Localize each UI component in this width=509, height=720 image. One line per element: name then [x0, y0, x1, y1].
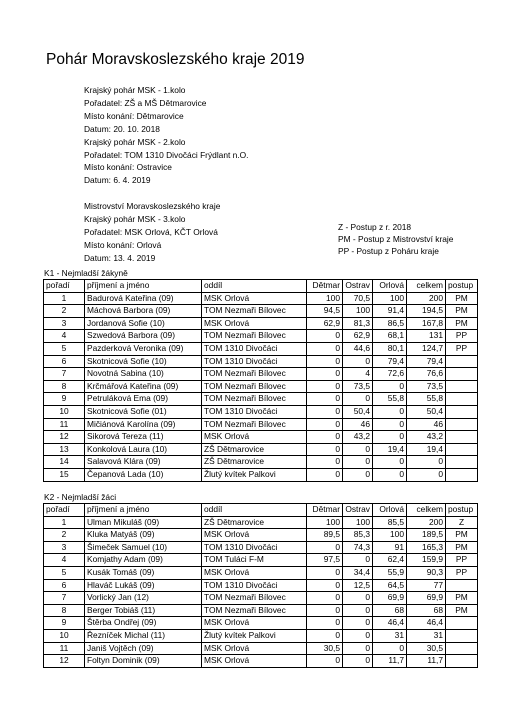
cell-club: Žlutý kvítek Palkovi — [202, 468, 307, 481]
cell-advance: PP — [446, 566, 478, 579]
cell-ostrav: 12,5 — [343, 579, 373, 592]
cell-detmar: 0 — [307, 342, 343, 355]
cell-rank: 2 — [44, 529, 85, 542]
results-table — [43, 503, 478, 668]
cell-detmar: 0 — [307, 393, 343, 406]
table-header-row — [44, 280, 478, 293]
cell-total: 43,2 — [407, 431, 446, 444]
cell-club: MSK Orlová — [202, 566, 307, 579]
cell-orlova: 68,1 — [373, 330, 407, 343]
cell-ostrav: 34,4 — [343, 566, 373, 579]
cell-rank: 10 — [44, 629, 85, 642]
cell-club: TOM 1310 Divočáci — [202, 342, 307, 355]
cell-name: Kluka Matyáš (09) — [85, 529, 202, 542]
cell-orlova: 0 — [373, 431, 407, 444]
cell-orlova: 62,4 — [373, 554, 407, 567]
info-line: Místo konání: Orlová — [84, 239, 162, 250]
cell-detmar: 0 — [307, 431, 343, 444]
info-line: Krajský pohár MSK - 1.kolo — [84, 85, 186, 95]
cell-orlova: 91,4 — [373, 305, 407, 318]
table-row — [44, 655, 478, 668]
cell-total: 76,6 — [407, 368, 446, 381]
cell-ostrav: 62,9 — [343, 330, 373, 343]
info-line: Datum: 20. 10. 2018 — [84, 123, 160, 134]
cell-club: MSK Orlová — [202, 642, 307, 655]
cell-club: TOM Nezmaři Bílovec — [202, 368, 307, 381]
cell-detmar: 0 — [307, 617, 343, 630]
cell-name: Skotnicová Sofie (01) — [85, 405, 202, 418]
cell-rank: 11 — [44, 418, 85, 431]
info-line: Místo konání: Ostravice — [84, 162, 172, 173]
cell-rank: 8 — [44, 380, 85, 393]
cell-rank: 12 — [44, 431, 85, 444]
cell-total: 90,3 — [407, 566, 446, 579]
cell-club: ZŠ Dětmarovice — [202, 516, 307, 529]
legend-item: PM - Postup z Mistrovství kraje — [338, 234, 454, 244]
cell-orlova: 55,8 — [373, 393, 407, 406]
cell-rank: 11 — [44, 642, 85, 655]
column-header-name: příjmení a jméno — [85, 280, 202, 293]
cell-club: TOM 1310 Divočáci — [202, 405, 307, 418]
cell-total: 46,4 — [407, 617, 446, 630]
table-row — [44, 368, 478, 381]
cell-orlova: 79,4 — [373, 355, 407, 368]
cell-advance — [446, 380, 478, 393]
cell-name: Janiš Vojtěch (09) — [85, 642, 202, 655]
cell-total: 167,8 — [407, 317, 446, 330]
cell-ostrav: 43,2 — [343, 431, 373, 444]
column-header-rank: pořadí — [44, 504, 85, 517]
cell-advance — [446, 629, 478, 642]
cell-club: TOM Nezmaři Bílovec — [202, 592, 307, 605]
cell-rank: 14 — [44, 456, 85, 469]
table-row — [44, 541, 478, 554]
cell-club: TOM Nezmaři Bílovec — [202, 393, 307, 406]
cell-rank: 5 — [44, 342, 85, 355]
cell-advance — [446, 443, 478, 456]
cell-orlova: 91 — [373, 541, 407, 554]
cell-orlova: 68 — [373, 604, 407, 617]
cell-club: MSK Orlová — [202, 431, 307, 444]
cell-rank: 15 — [44, 468, 85, 481]
cell-advance: PP — [446, 330, 478, 343]
cell-total: 50,4 — [407, 405, 446, 418]
cell-ostrav: 100 — [343, 305, 373, 318]
cell-advance — [446, 355, 478, 368]
cell-advance: PM — [446, 604, 478, 617]
cell-orlova: 0 — [373, 418, 407, 431]
cell-rank: 5 — [44, 566, 85, 579]
cell-detmar: 0 — [307, 380, 343, 393]
category-heading: K1 - Nejmladší žákyně — [44, 268, 128, 278]
cell-name: Máchová Barbora (09) — [85, 305, 202, 318]
legend-item: Z - Postup z r. 2018 — [338, 222, 412, 232]
cell-rank: 2 — [44, 305, 85, 318]
cell-orlova: 100 — [373, 292, 407, 305]
cell-advance: PP — [446, 342, 478, 355]
cell-club: TOM 1310 Divočáci — [202, 579, 307, 592]
cell-orlova: 69,9 — [373, 592, 407, 605]
info-line: Krajský pohár MSK - 3.kolo — [84, 214, 186, 225]
cell-advance — [446, 393, 478, 406]
info-line — [84, 187, 248, 200]
cell-detmar: 0 — [307, 566, 343, 579]
cell-orlova: 11,7 — [373, 655, 407, 668]
cell-rank: 6 — [44, 355, 85, 368]
cell-club: ZŠ Dětmarovice — [202, 456, 307, 469]
info-line: Krajský pohár MSK - 2.kolo — [84, 136, 186, 147]
table-row — [44, 529, 478, 542]
cell-ostrav: 0 — [343, 456, 373, 469]
cell-name: Konkolová Laura (10) — [85, 443, 202, 456]
cell-name: Šimeček Samuel (10) — [85, 541, 202, 554]
cell-name: Pazderková Veronika (09) — [85, 342, 202, 355]
table-row — [44, 516, 478, 529]
table-row — [44, 554, 478, 567]
cell-name: Řezníček Michal (11) — [85, 629, 202, 642]
table-row — [44, 292, 478, 305]
cell-club: TOM Nezmaři Bílovec — [202, 380, 307, 393]
cell-advance — [446, 579, 478, 592]
cell-rank: 12 — [44, 655, 85, 668]
cell-total: 77 — [407, 579, 446, 592]
cell-ostrav: 0 — [343, 629, 373, 642]
cell-name: Čepanová Lada (10) — [85, 468, 202, 481]
cell-rank: 4 — [44, 330, 85, 343]
cell-club: MSK Orlová — [202, 317, 307, 330]
advancement-legend — [338, 221, 453, 257]
cell-rank: 1 — [44, 516, 85, 529]
cell-total: 194,5 — [407, 305, 446, 318]
cell-detmar: 0 — [307, 655, 343, 668]
cell-name: Salavová Klára (09) — [85, 456, 202, 469]
results-table — [43, 279, 478, 482]
competition-info — [84, 84, 248, 265]
cell-total: 200 — [407, 292, 446, 305]
cell-ostrav: 0 — [343, 617, 373, 630]
cell-total: 69,9 — [407, 592, 446, 605]
column-header-club: oddíl — [202, 504, 307, 517]
cell-orlova: 0 — [373, 380, 407, 393]
cell-ostrav: 74,3 — [343, 541, 373, 554]
table-row — [44, 579, 478, 592]
cell-rank: 6 — [44, 579, 85, 592]
cell-rank: 4 — [44, 554, 85, 567]
cell-name: Krčmářová Kateřina (09) — [85, 380, 202, 393]
cell-ostrav: 85,3 — [343, 529, 373, 542]
table-row — [44, 592, 478, 605]
cell-advance: PM — [446, 592, 478, 605]
column-header-detmar: Dětmar — [307, 504, 343, 517]
cell-ostrav: 0 — [343, 642, 373, 655]
cell-detmar: 0 — [307, 355, 343, 368]
cell-advance: PM — [446, 305, 478, 318]
cell-ostrav: 100 — [343, 516, 373, 529]
cell-orlova: 64,5 — [373, 579, 407, 592]
table-row — [44, 456, 478, 469]
cell-rank: 7 — [44, 592, 85, 605]
cell-total: 200 — [407, 516, 446, 529]
cell-advance — [446, 655, 478, 668]
cell-advance: PM — [446, 529, 478, 542]
column-header-advance: postup — [446, 504, 478, 517]
cell-ostrav: 0 — [343, 443, 373, 456]
table-row — [44, 342, 478, 355]
cell-orlova: 0 — [373, 456, 407, 469]
cell-club: TOM Nezmaři Bílovec — [202, 604, 307, 617]
cell-total: 11,7 — [407, 655, 446, 668]
cell-orlova: 85,5 — [373, 516, 407, 529]
column-header-advance: postup — [446, 280, 478, 293]
cell-name: Foltyn Dominik (09) — [85, 655, 202, 668]
cell-name: Skotnicová Sofie (10) — [85, 355, 202, 368]
cell-detmar: 0 — [307, 592, 343, 605]
table-row — [44, 431, 478, 444]
cell-detmar: 0 — [307, 330, 343, 343]
cell-orlova: 80,1 — [373, 342, 407, 355]
cell-detmar: 0 — [307, 579, 343, 592]
info-line: Pořadatel: MSK Orlová, KČT Orlová — [84, 226, 218, 237]
cell-detmar: 0 — [307, 604, 343, 617]
cell-rank: 1 — [44, 292, 85, 305]
cell-club: ZŠ Dětmarovice — [202, 443, 307, 456]
cell-total: 73,5 — [407, 380, 446, 393]
cell-advance: PP — [446, 554, 478, 567]
cell-name: Komjathy Adam (09) — [85, 554, 202, 567]
page-title: Pohár Moravskoslezského kraje 2019 — [46, 51, 305, 68]
cell-detmar: 0 — [307, 541, 343, 554]
column-header-orlova: Orlová — [373, 504, 407, 517]
cell-detmar: 100 — [307, 516, 343, 529]
cell-detmar: 0 — [307, 456, 343, 469]
cell-club: TOM 1310 Divočáci — [202, 355, 307, 368]
cell-ostrav: 0 — [343, 355, 373, 368]
cell-advance — [446, 418, 478, 431]
cell-club: TOM Tuláci F-M — [202, 554, 307, 567]
cell-name: Berger Tobiáš (11) — [85, 604, 202, 617]
cell-rank: 10 — [44, 405, 85, 418]
table-row — [44, 642, 478, 655]
cell-detmar: 94,5 — [307, 305, 343, 318]
cell-ostrav: 0 — [343, 655, 373, 668]
table-row — [44, 629, 478, 642]
column-header-total: celkem — [407, 280, 446, 293]
cell-name: Novotná Sabina (10) — [85, 368, 202, 381]
cell-orlova: 19,4 — [373, 443, 407, 456]
cell-name: Vorlický Jan (12) — [85, 592, 202, 605]
cell-detmar: 0 — [307, 629, 343, 642]
cell-ostrav: 81,3 — [343, 317, 373, 330]
cell-name: Mičiánová Karolína (09) — [85, 418, 202, 431]
table-row — [44, 604, 478, 617]
cell-total: 19,4 — [407, 443, 446, 456]
cell-orlova: 72,6 — [373, 368, 407, 381]
cell-ostrav: 70,5 — [343, 292, 373, 305]
cell-advance — [446, 617, 478, 630]
cell-rank: 3 — [44, 317, 85, 330]
table-row — [44, 566, 478, 579]
cell-detmar: 62,9 — [307, 317, 343, 330]
cell-club: TOM Nezmaři Bílovec — [202, 330, 307, 343]
cell-orlova: 0 — [373, 642, 407, 655]
cell-detmar: 0 — [307, 405, 343, 418]
cell-ostrav: 50,4 — [343, 405, 373, 418]
cell-rank: 9 — [44, 617, 85, 630]
cell-advance: PM — [446, 292, 478, 305]
cell-name: Szwedová Barbora (09) — [85, 330, 202, 343]
table-row — [44, 305, 478, 318]
cell-total: 68 — [407, 604, 446, 617]
cell-name: Petruláková Ema (09) — [85, 393, 202, 406]
cell-advance: Z — [446, 516, 478, 529]
table-row — [44, 355, 478, 368]
column-header-detmar: Dětmar — [307, 280, 343, 293]
cell-rank: 8 — [44, 604, 85, 617]
cell-ostrav: 46 — [343, 418, 373, 431]
cell-club: MSK Orlová — [202, 655, 307, 668]
cell-detmar: 100 — [307, 292, 343, 305]
table-row — [44, 330, 478, 343]
column-header-rank: pořadí — [44, 280, 85, 293]
info-line: Mistrovství Moravskoslezského kraje — [84, 201, 221, 212]
cell-name: Jordanová Sofie (10) — [85, 317, 202, 330]
cell-total: 165,3 — [407, 541, 446, 554]
column-header-total: celkem — [407, 504, 446, 517]
cell-rank: 7 — [44, 368, 85, 381]
cell-ostrav: 73,5 — [343, 380, 373, 393]
cell-total: 55,8 — [407, 393, 446, 406]
cell-club: MSK Orlová — [202, 292, 307, 305]
cell-orlova: 46,4 — [373, 617, 407, 630]
cell-club: TOM Nezmaři Bílovec — [202, 418, 307, 431]
cell-advance — [446, 456, 478, 469]
cell-total: 30,5 — [407, 642, 446, 655]
cell-orlova: 0 — [373, 405, 407, 418]
cell-ostrav: 0 — [343, 393, 373, 406]
cell-advance — [446, 431, 478, 444]
cell-detmar: 97,5 — [307, 554, 343, 567]
table-row — [44, 393, 478, 406]
cell-detmar: 89,5 — [307, 529, 343, 542]
cell-orlova: 31 — [373, 629, 407, 642]
cell-name: Ulman Mikuláš (09) — [85, 516, 202, 529]
table-row — [44, 418, 478, 431]
table-row — [44, 443, 478, 456]
info-line: Pořadatel: TOM 1310 Divočáci Frýdlant n.O. — [84, 149, 249, 160]
cell-advance — [446, 642, 478, 655]
cell-advance: PM — [446, 541, 478, 554]
cell-advance — [446, 405, 478, 418]
cell-club: TOM Nezmaři Bílovec — [202, 305, 307, 318]
cell-ostrav: 0 — [343, 592, 373, 605]
cell-total: 189,5 — [407, 529, 446, 542]
info-line: Datum: 6. 4. 2019 — [84, 175, 151, 186]
cell-orlova: 0 — [373, 468, 407, 481]
cell-rank: 3 — [44, 541, 85, 554]
cell-detmar: 0 — [307, 418, 343, 431]
cell-detmar: 0 — [307, 468, 343, 481]
cell-total: 31 — [407, 629, 446, 642]
cell-ostrav: 44,6 — [343, 342, 373, 355]
cell-club: MSK Orlová — [202, 617, 307, 630]
cell-orlova: 86,5 — [373, 317, 407, 330]
cell-ostrav: 4 — [343, 368, 373, 381]
cell-ostrav: 0 — [343, 554, 373, 567]
cell-total: 0 — [407, 468, 446, 481]
cell-ostrav: 0 — [343, 604, 373, 617]
column-header-club: oddíl — [202, 280, 307, 293]
cell-rank: 13 — [44, 443, 85, 456]
info-line: Místo konání: Dětmarovice — [84, 110, 184, 121]
cell-club: Žlutý kvítek Palkovi — [202, 629, 307, 642]
cell-name: Štěrba Ondřej (09) — [85, 617, 202, 630]
cell-detmar: 0 — [307, 443, 343, 456]
info-line: Pořadatel: ZŠ a MŠ Dětmarovice — [84, 97, 207, 108]
table-row — [44, 405, 478, 418]
cell-club: MSK Orlová — [202, 529, 307, 542]
column-header-orlova: Orlová — [373, 280, 407, 293]
info-line: Datum: 13. 4. 2019 — [84, 252, 156, 263]
cell-total: 46 — [407, 418, 446, 431]
cell-detmar: 0 — [307, 368, 343, 381]
cell-advance — [446, 368, 478, 381]
category-heading: K2 - Nejmladší žáci — [44, 492, 117, 502]
cell-name: Kusák Tomáš (09) — [85, 566, 202, 579]
cell-club: TOM 1310 Divočáci — [202, 541, 307, 554]
cell-orlova: 100 — [373, 529, 407, 542]
cell-advance — [446, 468, 478, 481]
cell-name: Sikorová Tereza (11) — [85, 431, 202, 444]
cell-name: Badurová Kateřina (09) — [85, 292, 202, 305]
table-row — [44, 317, 478, 330]
cell-total: 131 — [407, 330, 446, 343]
column-header-ostrav: Ostrav — [343, 280, 373, 293]
legend-item: PP - Postup z Poháru kraje — [338, 246, 439, 256]
cell-detmar: 30,5 — [307, 642, 343, 655]
cell-rank: 9 — [44, 393, 85, 406]
cell-total: 79,4 — [407, 355, 446, 368]
table-header-row — [44, 504, 478, 517]
cell-total: 124,7 — [407, 342, 446, 355]
cell-orlova: 55,9 — [373, 566, 407, 579]
table-row — [44, 380, 478, 393]
column-header-name: příjmení a jméno — [85, 504, 202, 517]
column-header-ostrav: Ostrav — [343, 504, 373, 517]
cell-ostrav: 0 — [343, 468, 373, 481]
cell-total: 0 — [407, 456, 446, 469]
table-row — [44, 468, 478, 481]
cell-name: Hlaváč Lukáš (09) — [85, 579, 202, 592]
cell-total: 159,9 — [407, 554, 446, 567]
table-row — [44, 617, 478, 630]
cell-advance: PM — [446, 317, 478, 330]
